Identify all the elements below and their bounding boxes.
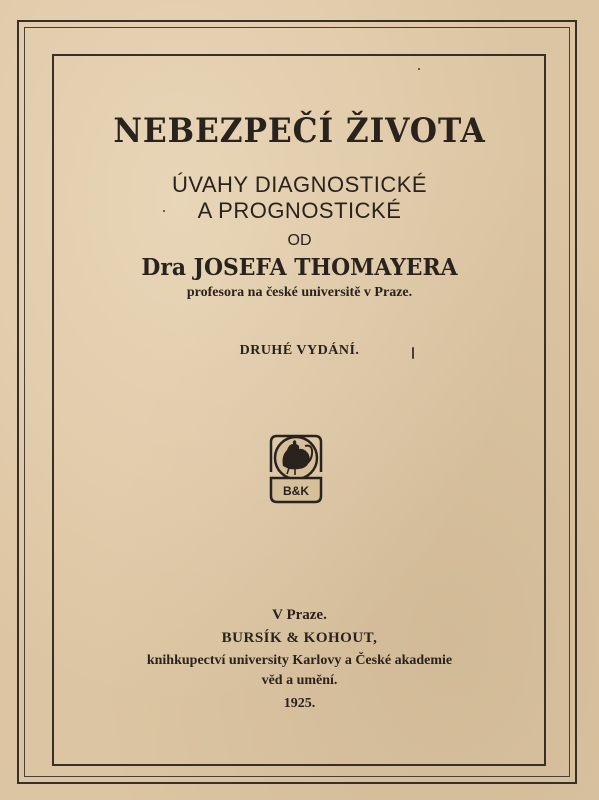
paper-mark	[412, 347, 414, 359]
imprint-publisher: BURSÍK & KOHOUT,	[221, 630, 378, 646]
author-title: profesora na české universitě v Praze.	[186, 285, 413, 300]
subtitle-line-1: ÚVAHY DIAGNOSTICKÉ	[171, 172, 428, 197]
imprint-city: V Praze.	[272, 607, 327, 623]
book-title: NEBEZPEČÍ ŽIVOTA	[113, 111, 486, 151]
imprint-year: 1925.	[283, 696, 316, 711]
imprint-bookstore-line-2: věd a umění.	[261, 673, 338, 688]
subtitle-line-2: A PROGNOSTICKÉ	[197, 198, 402, 223]
edition-label: DRUHÉ VYDÁNÍ.	[239, 343, 360, 358]
author-name: Dra JOSEFA THOMAYERA	[141, 254, 458, 281]
paper-mark	[163, 210, 165, 212]
imprint-bookstore-line-1: knihkupectví university Karlovy a České akademie	[146, 653, 453, 668]
by-label: OD	[287, 232, 312, 249]
paper-mark	[418, 68, 420, 70]
logo-letters: B&K	[283, 484, 309, 498]
